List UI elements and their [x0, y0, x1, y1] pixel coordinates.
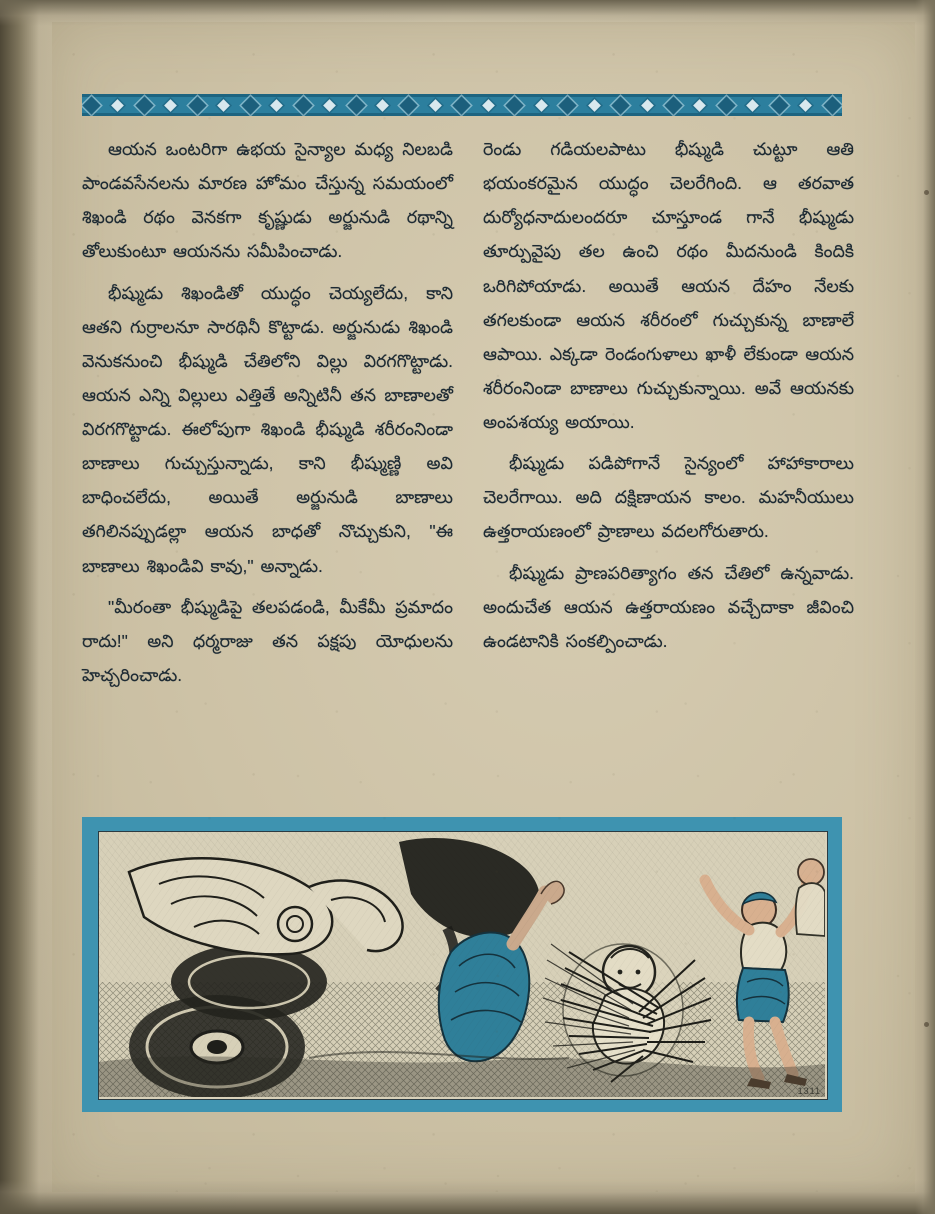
bhishma-falling-from-chariot-illustration: [82, 817, 842, 1112]
diamond-ornament-icon: [188, 96, 206, 114]
diamond-ornament-icon: [376, 99, 389, 112]
illustration-plate: [98, 831, 828, 1100]
illustration-caption: 1311: [797, 1086, 821, 1096]
diamond-ornament-icon: [400, 96, 418, 114]
paragraph: భీష్ముడు ప్రాణపరిత్యాగం తన చేతిలో ఉన్నవాడు. అందుచేత ఆయన ఉత్తరాయణం వచ్చేదాకా జీవించి ఉండటానికి సంకల్పించాడు.: [483, 562, 854, 651]
scan-edge-right: [915, 0, 935, 1214]
paragraph: భీష్ముడు శిఖండితో యుద్ధం చెయ్యలేదు, కాని ఆతని గుర్రాలనూ సారథినీ కొట్టాడు. అర్జునుడు శిఖండి వెనుకనుంచి భీష్ముడి చేతిలోని విల్లు విరగగొట్టాడు. ఆయన ఎన్ని విల్లులు ఎత్తితే అన్నిటినీ తన బాణాలతో విరగగొట్టాడు. ఈలోపుగా శిఖండి భీష్ముడి శరీరంనిండా బాణాలు గుచ్చుస్తున్నాడు, కాని భీష్ముణ్ణి అవి బాధించలేదు, అయితే అర్జునుడి బాణాలు తగిలినప్పుడల్లా ఆయన బాధతో నొచ్చుకుని, "ఈ బాణాలు శిఖండివి కావు," అన్నాడు.: [82, 282, 453, 576]
diamond-ornament-icon: [482, 99, 495, 112]
diamond-ornament-icon: [641, 99, 654, 112]
diamond-ornament-icon: [294, 96, 312, 114]
diamond-ornament-icon: [770, 96, 788, 114]
diamond-ornament-icon: [112, 99, 125, 112]
article-body: [82, 132, 854, 699]
text-column-left: [82, 132, 453, 699]
diamond-ornament-icon: [453, 96, 471, 114]
paragraph: ఆయన ఒంటరిగా ఉభయ సైన్యాల మధ్య నిలబడి పాండవసేనలను మారణ హోమం చేస్తున్న సమయంలో శిఖండి రథం వెనకగా కృష్ణుడు అర్జునుడి రథాన్ని తోలుకుంటూ ఆయనను సమీపించాడు.: [82, 139, 453, 262]
paper-blemish: [924, 1022, 929, 1027]
diamond-ornament-icon: [611, 96, 629, 114]
paragraph: రెండు గడియలపాటు భీష్ముడి చుట్టూ ఆతి భయంకరమైన యుద్ధం చెలరేగింది. ఆ తరవాత దుర్యోధనాదులందరూ చూస్తూండ గానే భీష్ముడు తూర్పువైపు తల ఉంచి రథం మీదనుండి కిందికి ఒరిగిపోయాడు. అయితే ఆయన దేహం నేలకు తగలకుండా ఆయన శరీరంలో గుచ్చుకున్న బాణాలే ఆపాయి. ఎక్కడా రెండంగుళాలు ఖాళీ లేకుండా ఆయన శరీరంనిండా బాణాలు గుచ్చుకున్నాయి. అవే ఆయనకు అంపశయ్య అయాయి.: [483, 139, 854, 432]
diamond-ornament-icon: [347, 96, 365, 114]
band-diamond-row: [82, 97, 842, 113]
text-column-right: [483, 132, 854, 699]
diamond-ornament-icon: [82, 96, 100, 114]
scan-edge-bottom: [0, 1180, 935, 1214]
diamond-ornament-icon: [823, 96, 841, 114]
diamond-ornament-icon: [217, 99, 230, 112]
diamond-ornament-icon: [717, 96, 735, 114]
diamond-ornament-icon: [664, 96, 682, 114]
paragraph: భీష్ముడు పడిపోగానే సైన్యంలో హాహాకారాలు చెలరేగాయి. అది దక్షిణాయన కాలం. మహనీయులు ఉత్తరాయణంలో ప్రాణాలు వదలగోరుతారు.: [483, 453, 854, 542]
magazine-page: [52, 22, 915, 1192]
diamond-ornament-icon: [241, 96, 259, 114]
decorative-diamond-band: [82, 94, 842, 116]
diamond-ornament-icon: [694, 99, 707, 112]
diamond-ornament-icon: [429, 99, 442, 112]
diamond-ornament-icon: [506, 96, 524, 114]
illustration-artwork: [99, 832, 825, 1097]
paragraph: "మీరంతా భీష్ముడిపై తలపడండి, మీకేమీ ప్రమాదం రాదు!" అని ధర్మరాజు తన పక్షపు యోధులను హెచ్చరించాడు.: [82, 596, 453, 685]
diamond-ornament-icon: [746, 99, 759, 112]
scan-edge-top: [0, 0, 935, 26]
diamond-ornament-icon: [535, 99, 548, 112]
diamond-ornament-icon: [799, 99, 812, 112]
diamond-ornament-icon: [270, 99, 283, 112]
diamond-ornament-icon: [164, 99, 177, 112]
diamond-ornament-icon: [588, 99, 601, 112]
scan-edge-left: [0, 0, 52, 1214]
paper-blemish: [924, 190, 929, 195]
diamond-ornament-icon: [135, 96, 153, 114]
diamond-ornament-icon: [323, 99, 336, 112]
diamond-ornament-icon: [558, 96, 576, 114]
